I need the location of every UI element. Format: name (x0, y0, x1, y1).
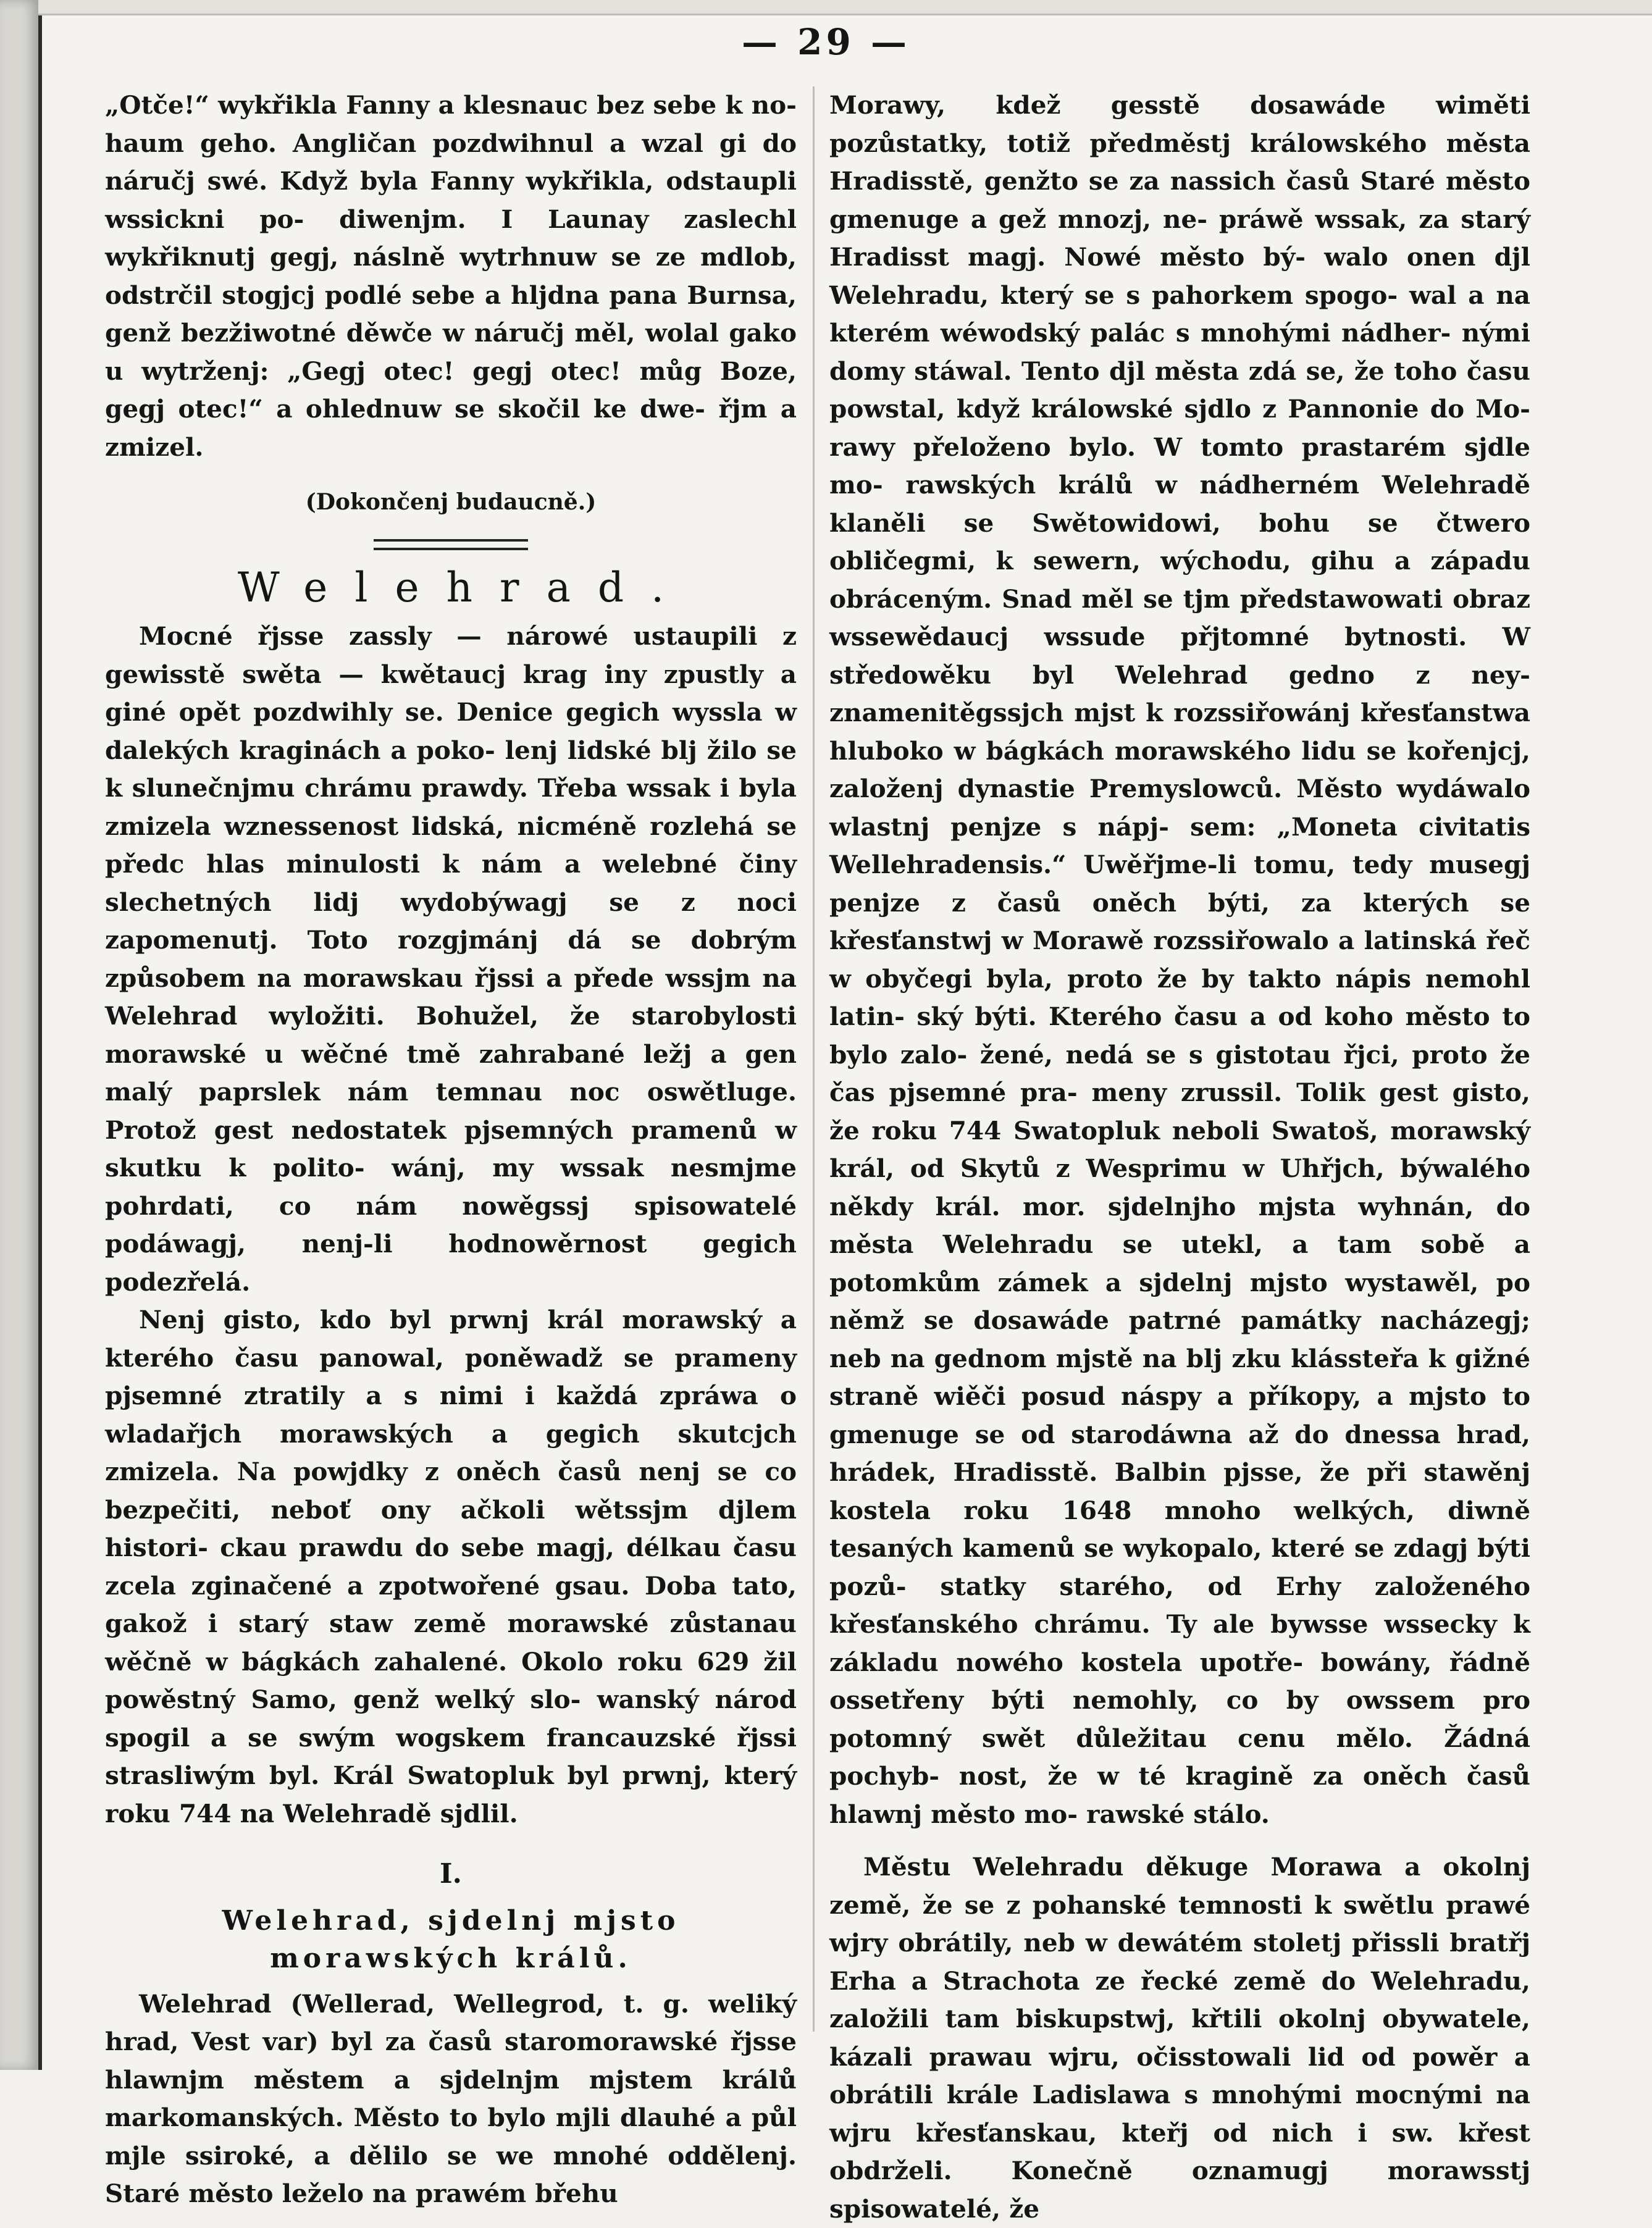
binding-edge (0, 0, 42, 2070)
double-rule (374, 539, 528, 550)
continuation-note: (Dokončenj budaucně.) (305, 489, 597, 515)
section-paragraph: Welehrad (Wellerad, Wellegrod, t. g. weliký hrad, Vest var) byl za časů staromorawské řjsse hlawnjm městem a sjdelnjm mjstem králů markomanských. Město to bylo mjli dlauhé a půl mjle ssiroké, a dělilo se we mnohé oddělenj. Staré město leželo na prawém břehu (105, 1988, 797, 2208)
article-heading: Welehrad. (237, 563, 692, 611)
section-number: I. (440, 1858, 462, 1890)
story-ending-paragraph: „Otče!“ wykřikla Fanny a klesnauc bez sebe k no- haum geho. Angličan pozdwihnul a wzal gi do náručj swé. Když byla Fanny wykřikla, odstaupli wssickni po- diwenjm. I Launay zaslechl wykřiknutj gegj, náslně wytrhnuw se ze mdlob, odstrčil stogjcj podlé sebe a hljdna pana Burnsa, genž bezžiwotné děwče w náručj měl, wolal gako u wytrženj: „Gegj otec! gegj otec! můg Boze, gegj otec!“ a ohlednuw se skočil ke dwe- řjm a zmizel. (105, 90, 797, 462)
history-paragraph: Nenj gisto, kdo byl prwnj král morawský a kterého času panowal, poněwadž se prameny pjsemné ztratily a s nimi i každá zpráwa o wladařjch morawských a gegich skutcjch zmizela. Na powjdky z oněch časů nenj se co bezpečiti, neboť ony ačkoli wětssjm djlem histori- ckau prawdu do sebe magj, délkau času zcela zginačené a zpotwořené gsau. Doba tato, gakož i starý staw země morawské zůstanau wěčně w bágkách zahalené. Okolo roku 629 žil powěstný Samo, genž welký slo- wanský národ spogil a se swým wogskem francauzské řjssi strasliwým byl. Král Swatopluk byl prwnj, který roku 744 na Welehradě sjdlil. (105, 1305, 797, 1828)
intro-paragraph: Mocné řjsse zassly — nárowé ustaupili z gewisstě swěta — kwětaucj krag iny zpustly a giné opět pozdwihly se. Denice gegich wyssla w dalekých kraginách a poko- lenj lidské blj žilo se k slunečnjmu chrámu prawdy. Třeba wssak i byla zmizela wznessenost lidská, nicméně rozlehá se předc hlas minulosti k nám a welebné činy slechetných lidj wydobýwagj se z noci zapomenutj. Toto rozgjmánj dá se dobrým způsobem na morawskau řjssi a přede wssjm na Welehrad wyložiti. Bohužel, že starobylosti morawské u wěčné tmě zahrabané ležj a gen malý paprslek nám temnau noc oswětluge. Protož gest nedostatek pjsemných pramenů w skutku k polito- wánj, my wssak nesmjme pohrdati, co nám nowěgssj spisowatelé podáwagj, nenj-li hodnowěrnost gegich podezřelá. (105, 621, 797, 1297)
right-column (829, 86, 1530, 2228)
section-separator (105, 539, 797, 550)
christianity-paragraph: Městu Welehradu děkuge Morawa a okolnj země, že se z pohanské temnosti k swětlu prawé wjry obrátily, neb w dewátém stoletj přissli bratřj Erha a Strachota ze řecké země do Welehradu, založili tam biskupstwj, křtili okolnj obywatele, kázali prawau wjru, očisstowali lid od powěr a obrátili krále Ladislawa s mnohými mocnými na wjru křesťanskau, kteřj od nich i sw. křest obdrželi. Konečně oznamugj morawsstj spisowatelé, že (829, 1852, 1530, 2224)
left-column (105, 86, 797, 2213)
continued-paragraph: Morawy, kdež gesstě dosawáde wiměti pozůstatky, totiž předměstj králowského města Hradisstě, genžto se za nassich časů Staré město gmenuge a gež mnozj, ne- práwě wssak, za starý Hradisst magj. Nowé město bý- walo onen djl Welehradu, který se s pahorkem spogo- wal a na kterém wéwodský palác s mnohými nádher- nými domy stáwal. Tento djl města zdá se, že toho času powstal, když králowské sjdlo z Pannonie do Mo- rawy přeloženo bylo. W tomto prastarém sjdle mo- rawských králů w nádherném Welehradě klaněli se Swětowidowi, bohu se čtwero obličegmi, k sewern, wýchodu, gihu a západu obráceným. Snad měl se tjm předstawowati obraz wssewědaucj wssude přjtomné bytnosti. W středowěku byl Welehrad gedno z ney- znamenitěgssjch mjst k rozssiřowánj křesťanstwa hluboko w bágkách morawského lidu se kořenjcj, založenj dynastie Premyslowců. Město wydáwalo wlastnj penjze s nápj- sem: „Moneta civitatis Wellehradensis.“ Uwěřjme-li tomu, tedy musegj penjze z časů oněch býti, za kterých se křesťanstwj w Morawě rozssiřowalo a latinská řeč w obyčegi byla, proto že by takto nápis nemohl latin- ský býti. Kterého času a od koho město to bylo zalo- žené, nedá se s gistotau řjci, proto že čas pjsemné pra- meny zrussil. Tolik gest gisto, že roku 744 Swatopluk neboli Swatoš, morawský král, od Skytů z Wesprimu w Uhřjch, býwalého někdy král. mor. sjdelnjho mjsta wyhnán, do města Welehradu se utekl, a tam sobě a potomkům zámek a sjdelnj mjsto wystawěl, po němž se dosawáde patrné památky nacházegj; neb na gednom mjstě na blj zku klássteřa k gižné straně wiěči posud náspy a příkopy, a mjsto to gmenuge se od starodáwna až do dnessa hrad, hrádek, Hradisstě. Balbin pjsse, že při stawěnj kostela roku 1648 mnoho welkých, diwně tesaných kamenů se wykopalo, které se zdagj býti pozů- statky starého, od Erhy založeného křesťanského chrámu. Ty ale bywsse wssecky k základu nowého kostela upotře- bowány, řádně ossetřeny býti nemohly, co by owssem pro potomný swět důležitau cenu mělo. Žádná pochyb- nost, že w té kragině za oněch časů hlawnj město mo- rawské stálo. (829, 90, 1530, 1829)
column-divider (813, 86, 815, 2032)
section-title: Welehrad, sjdelnj mjsto morawských králů. (222, 1904, 680, 1974)
top-page-edge (38, 0, 1652, 15)
page-number: — 29 — (741, 21, 911, 63)
